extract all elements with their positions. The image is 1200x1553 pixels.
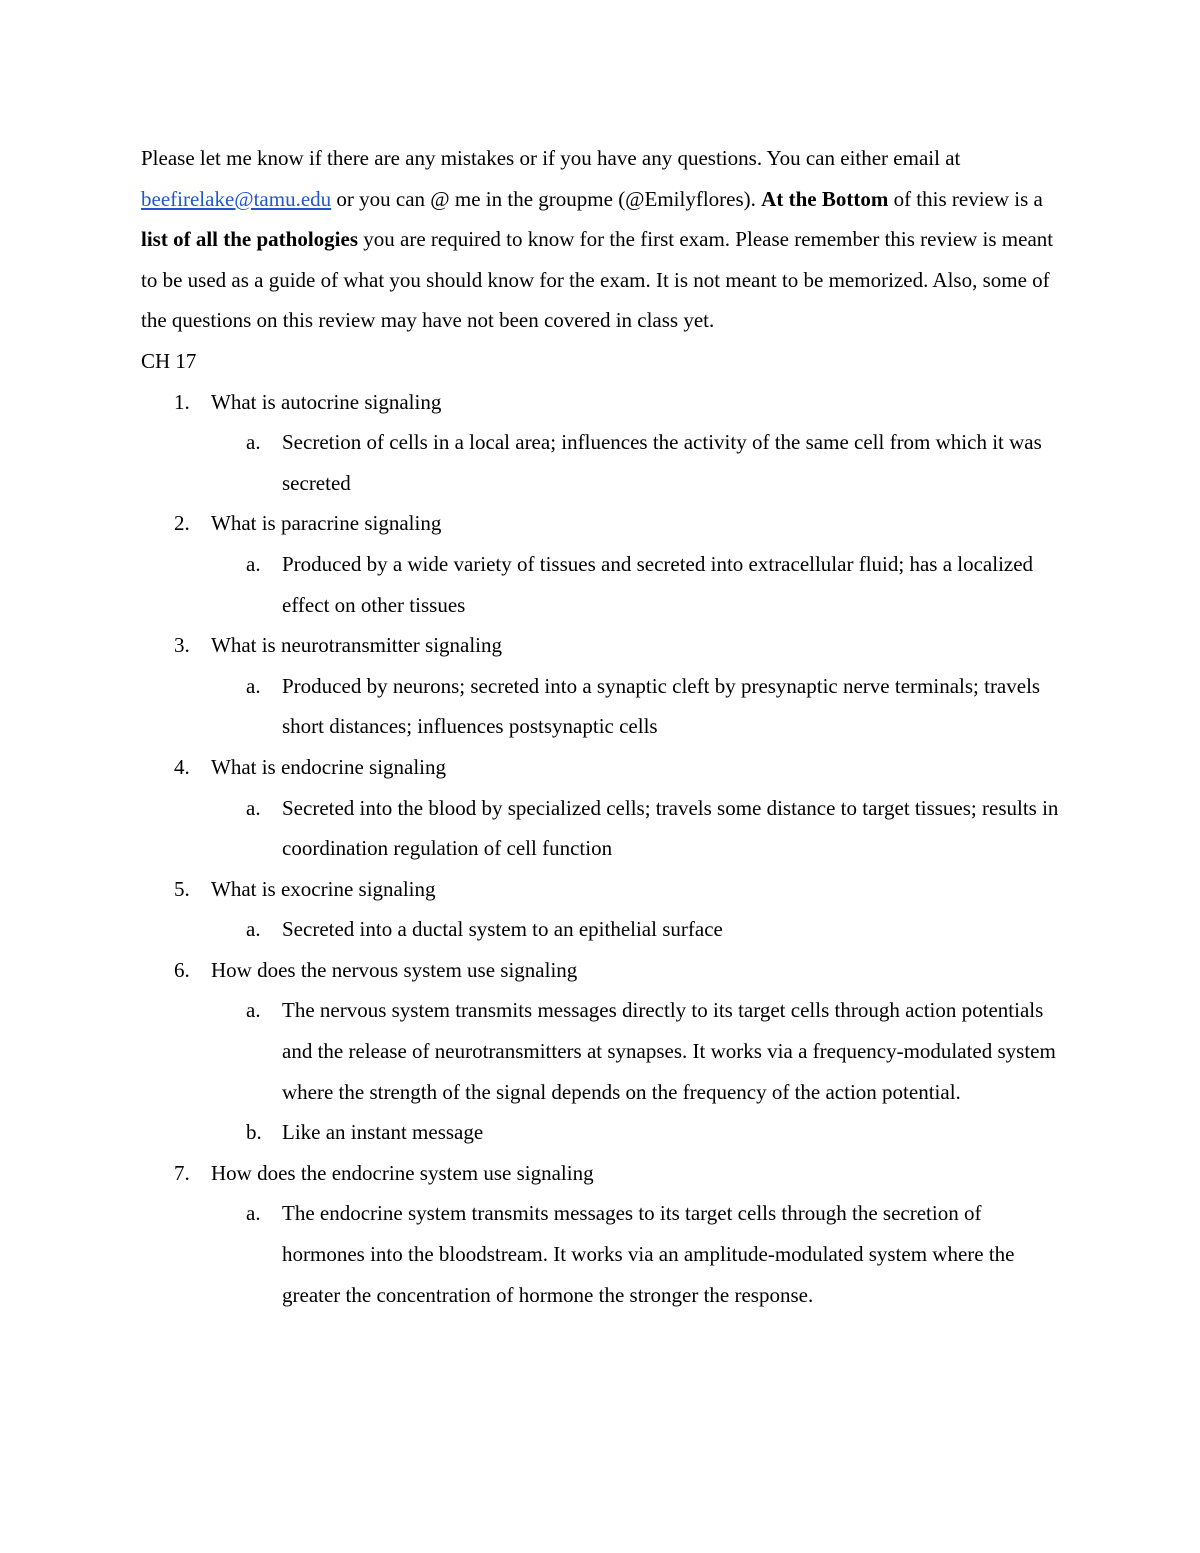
intro-text-4: you are required to know for the first exam. Please remember this review is meant to be used as a guide of what you should know for the exam. It is not meant to be memorized. Also, some of the questions on this review may have not been covered in class yet.	[141, 227, 1054, 333]
question-item	[141, 625, 1061, 666]
question-item	[141, 1153, 1061, 1194]
question-text: What is endocrine signaling	[211, 754, 447, 779]
intro-text-2: or you can @ me in the groupme (@Emilyflores).	[331, 186, 762, 211]
answer-letter: a.	[246, 998, 261, 1023]
question-number: 3.	[174, 633, 190, 658]
intro-text-1: Please let me know if there are any mistakes or if you have any questions. You can either email at	[141, 146, 961, 170]
question-item	[141, 747, 1061, 788]
answer-item	[141, 544, 1061, 625]
answer-letter: a.	[246, 917, 261, 942]
question-text: What is autocrine signaling	[211, 389, 442, 414]
intro-bold-1: At the Bottom	[761, 186, 889, 211]
answer-letter: a.	[246, 795, 261, 820]
answer-text: Like an instant message	[282, 1120, 484, 1145]
answer-item	[141, 788, 1061, 869]
question-number: 1.	[174, 389, 190, 414]
document-body	[141, 138, 1061, 1315]
answer-item	[141, 909, 1061, 950]
question-number: 6.	[174, 957, 190, 982]
question-number: 2.	[174, 511, 190, 536]
answer-letter: a.	[246, 430, 261, 455]
question-text: What is paracrine signaling	[211, 511, 442, 536]
answer-text: Secreted into the blood by specialized cells; travels some distance to target tissues; results in coordination regulation of cell function	[282, 795, 1059, 861]
answer-letter: b.	[246, 1120, 262, 1145]
answer-text: Produced by a wide variety of tissues and secreted into extracellular fluid; has a localized effect on other tissues	[282, 551, 1034, 617]
question-list	[141, 382, 1061, 1316]
answer-text: Produced by neurons; secreted into a synaptic cleft by presynaptic nerve terminals; travels short distances; influences postsynaptic cells	[282, 673, 1041, 739]
answer-text: Secretion of cells in a local area; influences the activity of the same cell from which it was secreted	[282, 430, 1042, 495]
answer-letter: a.	[246, 673, 261, 698]
question-text: What is neurotransmitter signaling	[211, 633, 503, 658]
intro-paragraph	[141, 138, 1061, 341]
question-item	[141, 503, 1061, 544]
answer-text: The endocrine system transmits messages to its target cells through the secretion of hormones into the bloodstream. It works via an amplitude-modulated system where the greater the concentration of hormone the stronger the response.	[282, 1201, 1015, 1307]
intro-bold-2: list of all the pathologies	[141, 227, 359, 252]
question-item	[141, 950, 1061, 991]
answer-letter: a.	[246, 551, 261, 576]
answer-item	[141, 1112, 1061, 1153]
question-item	[141, 869, 1061, 910]
question-item	[141, 382, 1061, 423]
answer-item	[141, 666, 1061, 747]
answer-text: Secreted into a ductal system to an epithelial surface	[282, 917, 723, 942]
answer-item	[141, 422, 1061, 503]
question-text: How does the nervous system use signaling	[211, 957, 578, 982]
question-number: 4.	[174, 754, 190, 779]
email-link[interactable]: beefirelake@tamu.edu	[141, 186, 332, 211]
intro-text-3: of this review is a	[888, 186, 1043, 211]
answer-item	[141, 990, 1061, 1112]
question-text: How does the endocrine system use signaling	[211, 1160, 594, 1185]
question-number: 7.	[174, 1160, 190, 1185]
question-text: What is exocrine signaling	[211, 876, 436, 901]
answer-text: The nervous system transmits messages directly to its target cells through action potentials and the release of neurotransmitters at synapses. It works via a frequency-modulated system where the strength of the signal depends on the frequency of the action potential.	[282, 998, 1056, 1104]
question-number: 5.	[174, 876, 190, 901]
answer-letter: a.	[246, 1201, 261, 1226]
answer-item	[141, 1193, 1061, 1315]
chapter-heading: CH 17	[141, 348, 197, 373]
